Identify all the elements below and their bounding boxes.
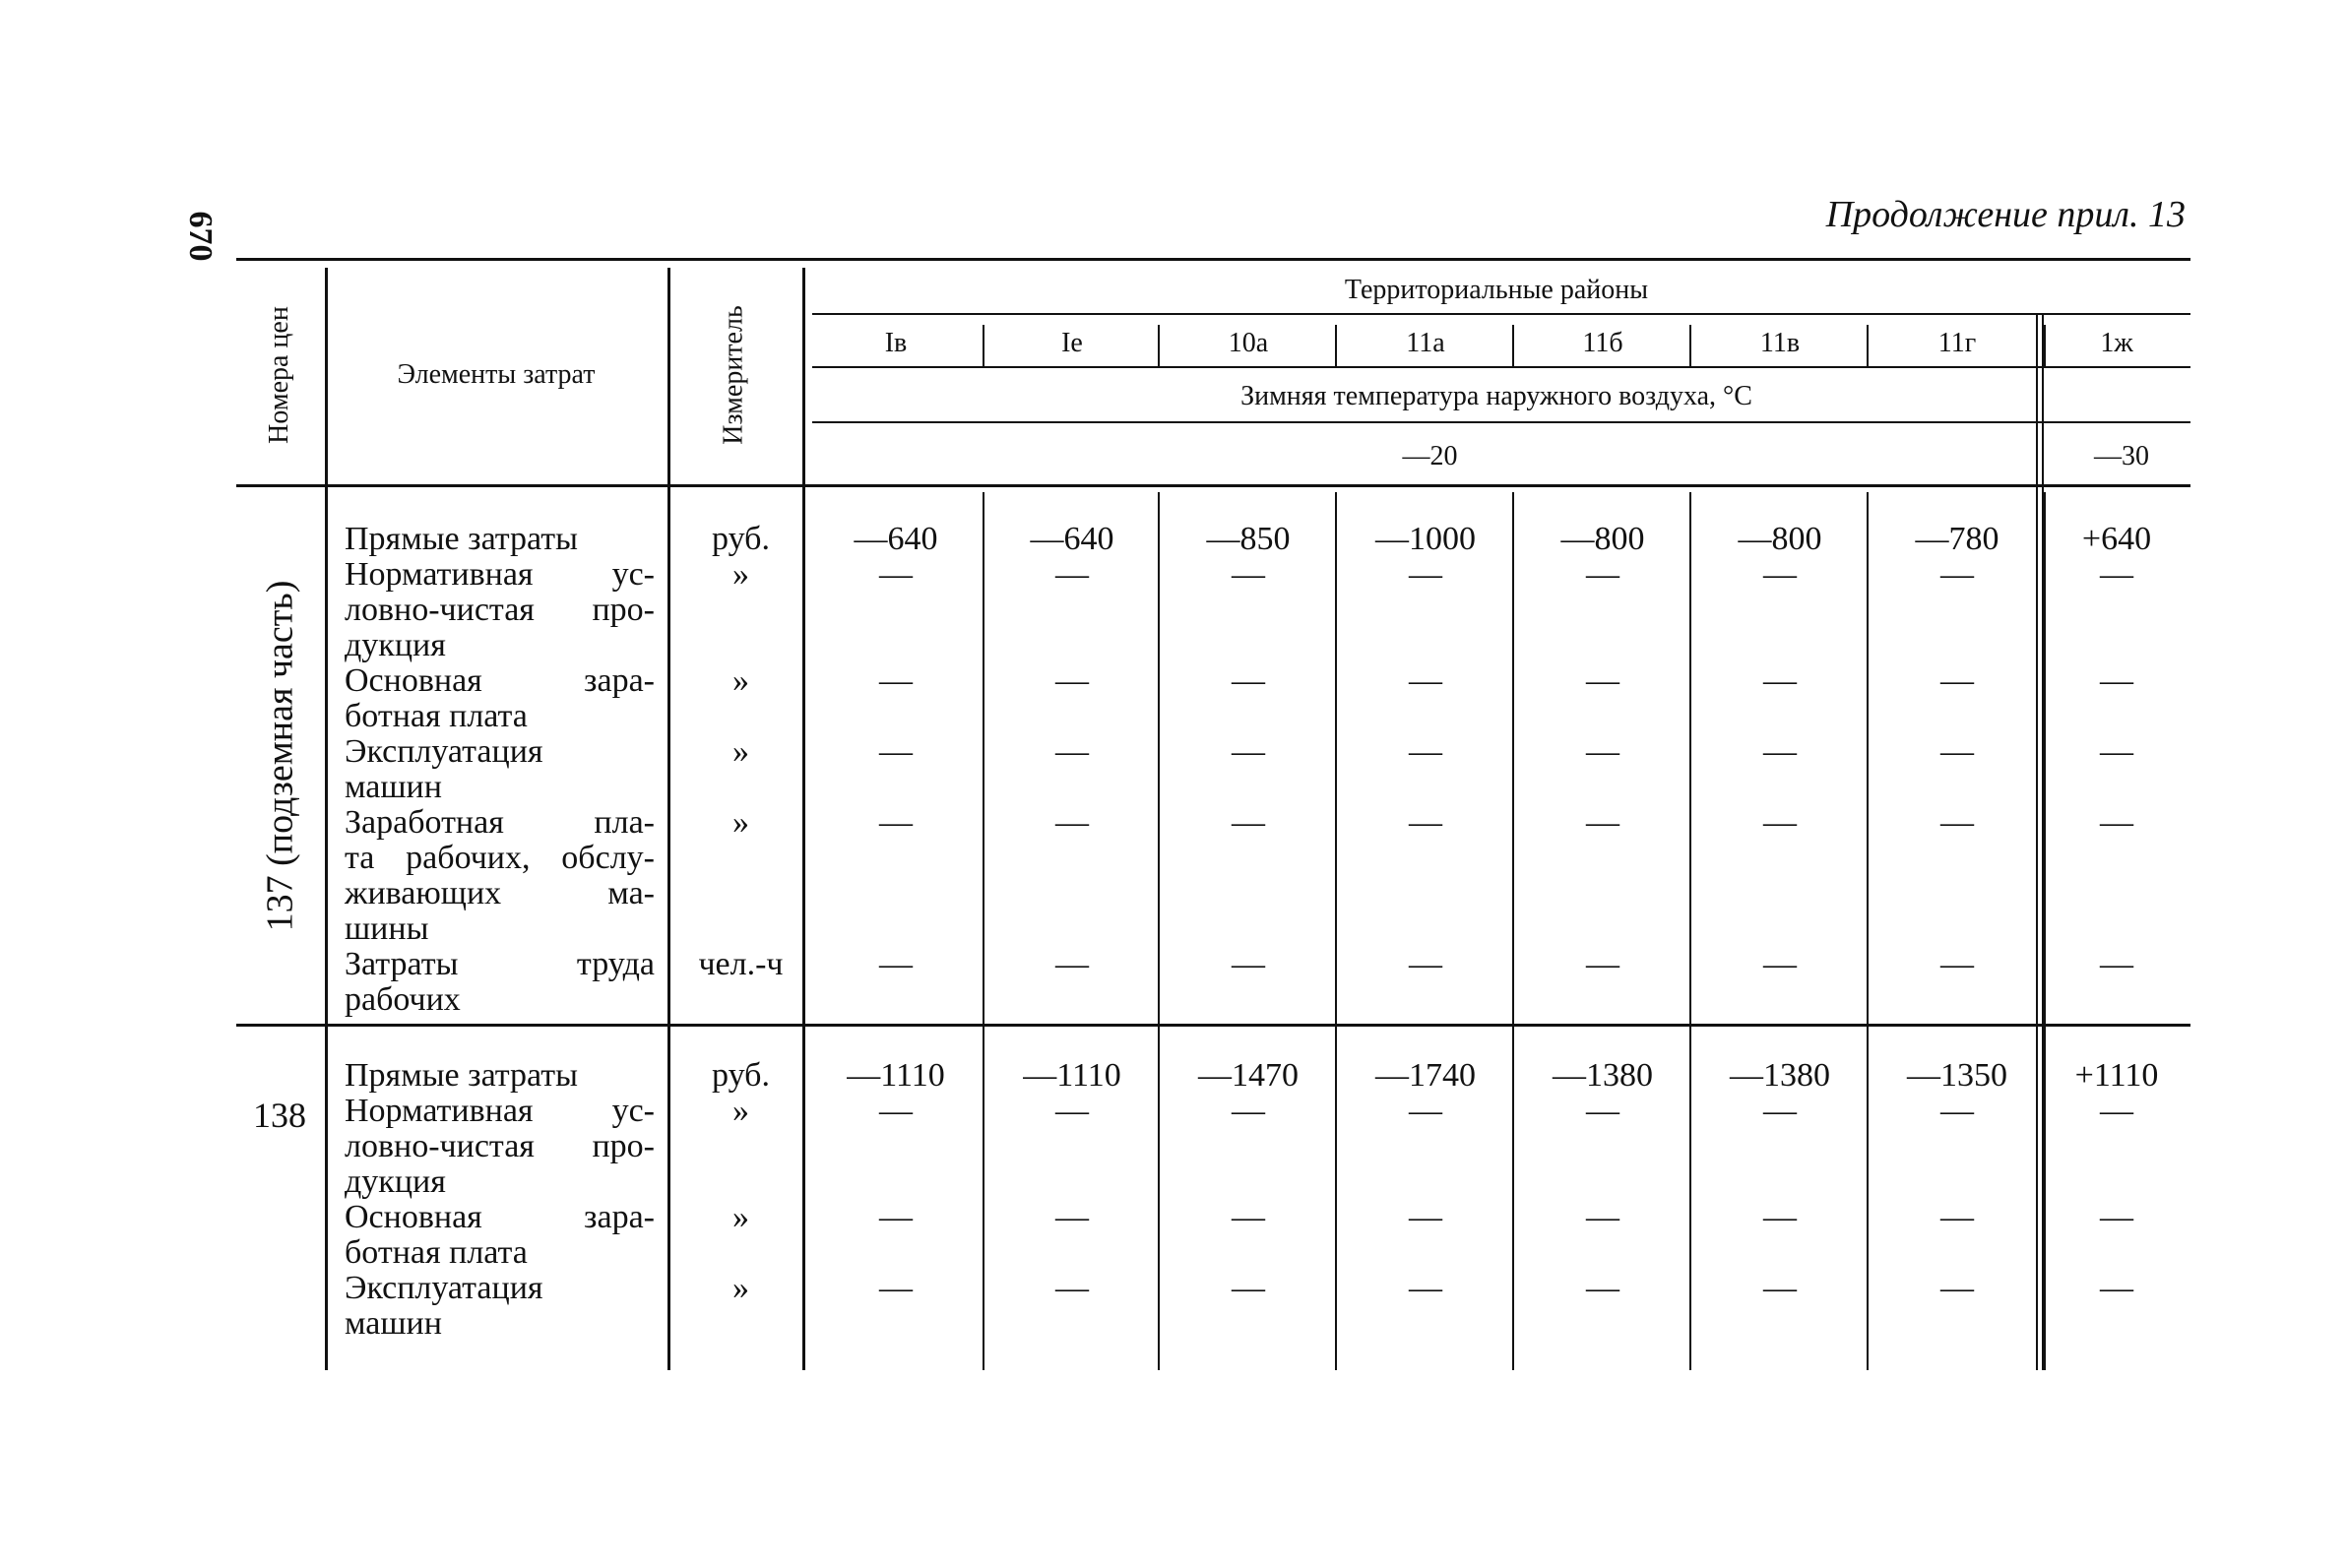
value-cell: —	[1586, 804, 1619, 841]
element-label: Нормативная ус-	[345, 1093, 655, 1129]
value-cell: —	[1409, 946, 1442, 982]
value-cell: —	[1586, 1093, 1619, 1129]
value-cell: —	[1940, 1093, 1974, 1129]
value-cell: —	[1232, 662, 1265, 699]
value-cell: —1740	[1375, 1057, 1476, 1094]
value-cell: —1380	[1730, 1057, 1830, 1094]
rule-double-a	[2036, 315, 2038, 1370]
rule-value-col	[1689, 492, 1691, 1370]
unit-cell: руб.	[712, 521, 770, 557]
unit-cell: »	[732, 1093, 749, 1129]
value-cell: —	[1055, 1270, 1089, 1306]
header-region: 11в	[1759, 328, 1801, 358]
page-number: 670	[182, 211, 219, 262]
value-cell: —	[879, 1270, 913, 1306]
header-territorial: Территориальные районы	[1344, 275, 1649, 305]
header-price-no-label: Номера цен	[264, 306, 295, 444]
rule-region-sep	[1335, 325, 1337, 366]
value-cell: —	[1586, 1199, 1619, 1235]
element-label: живающих ма-	[345, 875, 655, 911]
rule-value-col	[1335, 492, 1337, 1370]
unit-cell: чел.-ч	[698, 946, 784, 982]
value-cell: —	[1232, 804, 1265, 841]
header-temperature: Зимняя температура наружного воздуха, °С	[1240, 381, 1752, 411]
value-cell: —	[1055, 946, 1089, 982]
value-cell: —	[2100, 733, 2133, 770]
value-cell: —800	[1560, 521, 1645, 557]
element-label: Прямые затраты	[345, 1057, 578, 1094]
value-cell: —	[1763, 946, 1797, 982]
value-cell: —	[1232, 556, 1265, 593]
header-region: 11б	[1582, 328, 1623, 358]
value-cell: —	[1232, 1199, 1265, 1235]
element-label: рабочих	[345, 981, 461, 1018]
value-cell: —	[1940, 556, 1974, 593]
value-cell: —	[1055, 556, 1089, 593]
unit-cell: »	[732, 556, 749, 593]
element-label: шины	[345, 910, 429, 947]
value-cell: —1350	[1907, 1057, 2007, 1094]
element-label: Заработная пла-	[345, 804, 655, 841]
rule-region-sep	[1512, 325, 1514, 366]
header-unit-label: Измеритель	[719, 305, 750, 445]
value-cell: —640	[1030, 521, 1114, 557]
group-137-label	[234, 492, 325, 1019]
value-cell: —	[1409, 662, 1442, 699]
value-cell: —	[1763, 1270, 1797, 1306]
group-137-text: 137 (подземная часть)	[259, 580, 301, 931]
unit-cell: »	[732, 662, 749, 699]
group-138-label: 138	[253, 1096, 306, 1135]
value-cell: —	[1940, 1270, 1974, 1306]
element-label: дукция	[345, 1163, 446, 1200]
value-cell: —	[2100, 556, 2133, 593]
value-cell: —	[2100, 1199, 2133, 1235]
value-cell: —	[1232, 1270, 1265, 1306]
rule-double-b	[2042, 315, 2044, 1370]
value-cell: —780	[1915, 521, 1999, 557]
element-label: машин	[345, 769, 442, 805]
unit-cell: »	[732, 804, 749, 841]
value-cell: —	[2100, 1093, 2133, 1129]
value-cell: —	[1586, 1270, 1619, 1306]
continuation-title: Продолжение прил. 13	[1825, 194, 2186, 235]
value-cell: —	[1586, 733, 1619, 770]
value-cell: —1380	[1553, 1057, 1653, 1094]
rule-region-sep	[2044, 325, 2046, 366]
header-region: 10а	[1228, 328, 1269, 358]
value-cell: —	[1409, 804, 1442, 841]
value-cell: —	[1055, 733, 1089, 770]
value-cell: —	[879, 662, 913, 699]
value-cell: —	[1940, 804, 1974, 841]
rule-under-territorial	[812, 313, 2190, 315]
value-cell: —	[879, 1199, 913, 1235]
element-label: машин	[345, 1305, 442, 1342]
value-cell: —	[2100, 662, 2133, 699]
value-cell: +1110	[2074, 1057, 2159, 1094]
element-label: та рабочих, обслу-	[345, 840, 655, 876]
rule-col-unit	[667, 268, 670, 1370]
element-label: ботная плата	[345, 698, 528, 734]
element-label: Основная зара-	[345, 662, 655, 699]
value-cell: —	[1409, 556, 1442, 593]
value-cell: —	[1763, 662, 1797, 699]
value-cell: —	[1055, 1093, 1089, 1129]
value-cell: —	[879, 804, 913, 841]
value-cell: —	[2100, 946, 2133, 982]
rule-value-col	[983, 492, 984, 1370]
rule-top	[236, 258, 2190, 261]
value-cell: —	[1055, 1199, 1089, 1235]
unit-cell: »	[732, 1270, 749, 1306]
element-label: Эксплуатация	[345, 733, 543, 770]
rule-col-values	[802, 268, 805, 1370]
unit-cell: »	[732, 1199, 749, 1235]
rule-value-col	[1867, 492, 1869, 1370]
value-cell: —	[879, 556, 913, 593]
value-cell: —850	[1206, 521, 1291, 557]
value-cell: —	[1409, 733, 1442, 770]
value-cell: —	[1409, 1093, 1442, 1129]
element-label: Нормативная ус-	[345, 556, 655, 593]
unit-cell: руб.	[712, 1057, 770, 1094]
element-label: ловно-чистая про-	[345, 1128, 655, 1164]
value-cell: —	[1763, 804, 1797, 841]
rule-region-sep	[1689, 325, 1691, 366]
value-cell: —	[879, 1093, 913, 1129]
value-cell: —	[1586, 946, 1619, 982]
rule-header-bottom	[236, 484, 2190, 487]
value-cell: —	[1763, 556, 1797, 593]
value-cell: —	[1763, 1093, 1797, 1129]
value-cell: —	[1763, 733, 1797, 770]
value-cell: —	[1940, 1199, 1974, 1235]
value-cell: —	[879, 946, 913, 982]
element-label: Прямые затраты	[345, 521, 578, 557]
element-label: Эксплуатация	[345, 1270, 543, 1306]
rule-region-sep	[1158, 325, 1160, 366]
header-temp-30: —30	[2094, 441, 2149, 471]
value-cell: —	[1763, 1199, 1797, 1235]
rule-group-divider	[236, 1024, 2190, 1027]
value-cell: +640	[2081, 521, 2152, 557]
element-label: Затраты труда	[345, 946, 655, 982]
value-cell: —	[1409, 1199, 1442, 1235]
rule-region-sep	[1867, 325, 1869, 366]
header-region: Iе	[1061, 328, 1083, 358]
rule-under-regions	[812, 366, 2190, 368]
value-cell: —800	[1738, 521, 1822, 557]
value-cell: —1470	[1198, 1057, 1299, 1094]
element-label: Основная зара-	[345, 1199, 655, 1235]
value-cell: —	[1055, 804, 1089, 841]
value-cell: —	[1055, 662, 1089, 699]
header-region: 11г	[1937, 328, 1977, 358]
value-cell: —	[879, 733, 913, 770]
header-price-no	[234, 268, 325, 482]
element-label: ботная плата	[345, 1234, 528, 1271]
element-label: дукция	[345, 627, 446, 663]
rule-value-col	[1512, 492, 1514, 1370]
value-cell: —	[1940, 733, 1974, 770]
value-cell: —	[1586, 662, 1619, 699]
value-cell: —1110	[1023, 1057, 1121, 1094]
value-cell: —	[1232, 733, 1265, 770]
value-cell: —1110	[847, 1057, 945, 1094]
header-elements: Элементы затрат	[397, 359, 596, 390]
rule-region-sep	[983, 325, 984, 366]
rule-value-col	[2044, 492, 2046, 1370]
header-temp-20: —20	[1402, 441, 1458, 471]
value-cell: —1000	[1375, 521, 1476, 557]
rule-under-temperature	[812, 421, 2190, 423]
rule-col-elements	[325, 268, 328, 1370]
value-cell: —	[1940, 662, 1974, 699]
header-region: 11а	[1406, 328, 1445, 358]
value-cell: —	[1940, 946, 1974, 982]
header-region: 1ж	[2100, 328, 2133, 358]
value-cell: —	[1409, 1270, 1442, 1306]
value-cell: —	[1586, 556, 1619, 593]
header-unit	[669, 268, 799, 482]
value-cell: —	[2100, 804, 2133, 841]
value-cell: —640	[854, 521, 938, 557]
element-label: ловно-чистая про-	[345, 592, 655, 628]
value-cell: —	[1232, 946, 1265, 982]
value-cell: —	[1232, 1093, 1265, 1129]
rule-value-col	[1158, 492, 1160, 1370]
value-cell: —	[2100, 1270, 2133, 1306]
unit-cell: »	[732, 733, 749, 770]
header-region: Iв	[884, 328, 908, 358]
